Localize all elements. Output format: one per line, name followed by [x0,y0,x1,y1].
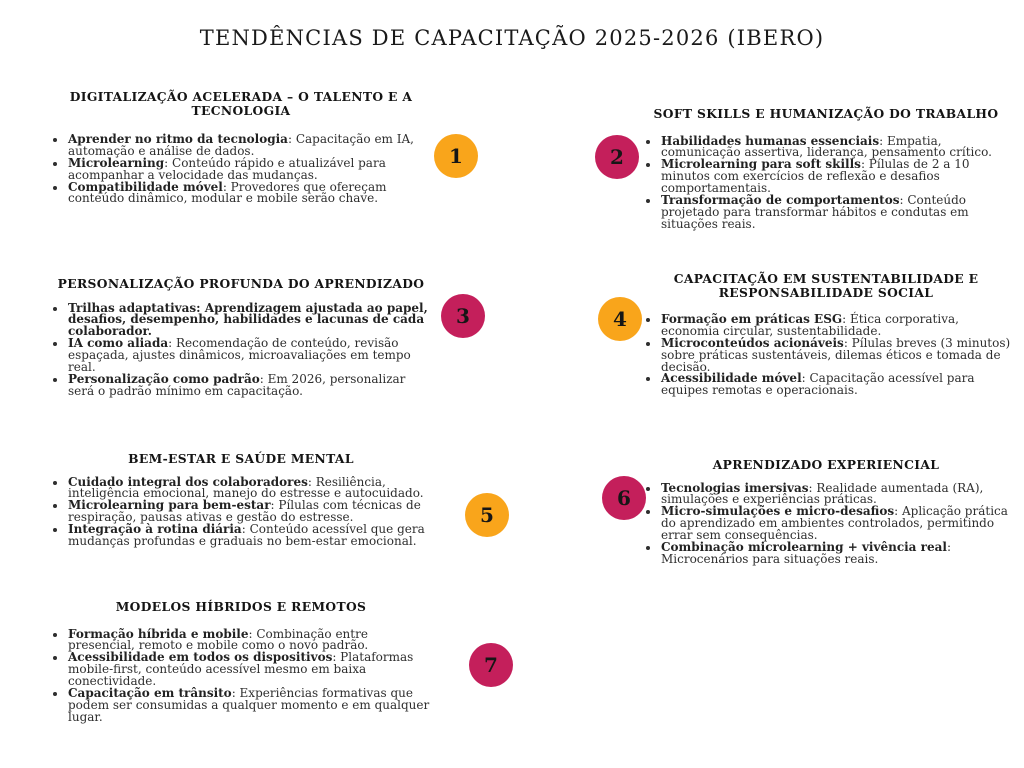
bullet-text: : Resiliência, inteligência emocional, manejo do estresse e autocuidado. [68,474,424,501]
bullet-text: : Pílulas breves (3 minutos) sobre práticas sustentáveis, dilemas éticos e tomada de decisão. [661,335,1011,374]
bullet-lead: Transformação de comportamentos [661,192,900,207]
bullet-lead: Cuidado integral dos colaboradores [68,474,308,489]
bullet-lead: Personalização como padrão [68,371,260,386]
bullet-list [640,480,1012,566]
bullet-text: : Microcenários para situações reais. [661,539,951,566]
bullet-item [67,685,435,724]
bullet-item [660,506,1012,542]
bullet-lead: Microlearning [68,155,165,170]
bullet-lead: Tecnologias imersivas [661,480,809,495]
section-bem-estar [47,452,435,548]
bullet-item [660,539,1012,566]
bullet-list [640,314,1012,397]
bullet-text: : Provedores que ofereçam conteúdo dinâmico, modular e mobile serão chave. [68,179,387,206]
badge-number: 1 [449,144,463,168]
bullet-text: : Capacitação acessível para equipes remotas e operacionais. [661,371,975,398]
badge-number: 4 [613,307,627,331]
section-heading: DIGITALIZAÇÃO ACELERADA – O TALENTO E A TECNOLOGIA [69,89,413,118]
section-heading: SOFT SKILLS E HUMANIZAÇÃO DO TRABALHO [653,106,999,121]
bullet-text: : Capacitação em IA, automação e análise de dados. [68,132,414,158]
bullet-list [47,474,435,548]
bullet-text: : Plataformas mobile-first, conteúdo acessível mesmo em baixa conectividade. [68,650,414,689]
number-badge-5 [465,493,509,537]
bullet-text: : Conteúdo rápido e atualizável para acompanhar a velocidade das mudanças. [68,155,386,182]
bullet-item [67,500,435,524]
badge-number: 2 [610,145,624,169]
section-heading: MODELOS HÍBRIDOS E REMOTOS [115,599,367,614]
bullet-item [660,314,1012,338]
bullet-lead: Formação em práticas ESG [661,312,843,327]
number-badge-4 [598,297,642,341]
bullet-text: : Pílulas de 2 a 10 minutos com exercícios de reflexão e desafios comportamentais. [661,157,970,196]
section-heading: PERSONALIZAÇÃO PROFUNDA DO APRENDIZADO [57,276,425,291]
bullet-text: : Conteúdo projetado para transformar hábitos e condutas em situações reais. [661,192,969,231]
bullet-item [660,480,1012,507]
bullet-item [67,134,435,158]
bullet-text: : Ética corporativa, economia circular, sustentabilidade. [661,312,959,338]
bullet-lead: Microlearning para soft skills [661,157,861,172]
bullet-lead: Capacitação em trânsito [68,685,232,700]
badge-number: 7 [484,653,498,677]
bullet-lead: Aprender no ritmo da tecnologia [68,132,288,147]
bullet-item [660,133,1012,160]
bullet-text: : Pílulas com técnicas de respiração, pausas ativas e gestão do estresse. [68,498,421,525]
bullet-item [67,371,435,398]
bullet-text: : Em 2026, personalizar será o padrão mínimo em capacitação. [68,371,406,398]
bullet-lead: Microlearning para bem-estar [68,498,271,513]
section-heading: CAPACITAÇÃO EM SUSTENTABILIDADE E RESPONSABILIDADE SOCIAL [673,271,979,300]
bullet-item [660,192,1012,231]
bullet-item [67,652,435,688]
bullet-item [660,335,1012,374]
section-personalizacao [47,277,435,398]
bullet-lead: Compatibilidade móvel [68,179,223,194]
bullet-lead: Formação híbrida e mobile [68,626,249,641]
number-badge-2 [595,135,639,179]
badge-number: 5 [480,503,494,527]
bullet-text: : Recomendação de conteúdo, revisão espaçada, ajustes dinâmicos, microavaliações em tempo real. [68,336,411,374]
bullet-text: : Combinação entre presencial, remoto e mobile como o novo padrão. [68,626,369,653]
page-title: TENDÊNCIAS DE CAPACITAÇÃO 2025-2026 (IBERO) [199,26,825,50]
section-heading: APRENDIZADO EXPERIENCIAL [712,457,940,472]
bullet-lead: Acessibilidade em todos os dispositivos [68,650,333,665]
bullet-text: : Empatia, comunicação assertiva, liderança, pensamento crítico. [661,133,992,160]
bullet-text: : Realidade aumentada (RA), simulações e experiências práticas. [661,480,984,507]
badge-number: 3 [456,304,470,328]
bullet-item [660,373,1012,397]
number-badge-6 [602,476,646,520]
bullet-item [67,155,435,182]
section-heading: BEM-ESTAR E SAÚDE MENTAL [128,451,354,466]
bullet-text: : Conteúdo acessível que gera mudanças profundas e graduais no bem-estar emocional. [68,522,425,548]
bullet-item [67,524,435,548]
number-badge-1 [434,134,478,178]
section-aprendizado-experiencial [640,458,1012,566]
bullet-item [660,159,1012,195]
bullet-list [47,134,435,205]
bullet-item [67,474,435,501]
bullet-lead: Microconteúdos acionáveis [661,335,844,350]
bullet-item [67,626,435,653]
section-sustentabilidade [640,272,1012,397]
bullet-list [640,133,1012,231]
number-badge-3 [441,294,485,338]
section-digitalizacao-acelerada [47,90,435,205]
bullet-lead: Micro-simulações e micro-desafios [661,504,895,519]
bullet-item [67,179,435,206]
bullet-lead: IA como aliada [68,336,169,351]
bullet-list [47,300,435,398]
bullet-lead: Trilhas adaptativas: Aprendizagem ajustada ao papel, desafios, desempenho, habilidades e lacunas de cada colaborador. [68,300,428,339]
bullet-lead: Integração à rotina diária [68,522,242,537]
bullet-list [47,626,435,724]
bullet-item [67,300,435,339]
bullet-text: : Aplicação prática do aprendizado em ambientes controlados, permitindo errar sem consequências. [661,504,1008,543]
bullet-lead: Habilidades humanas essenciais [661,133,880,148]
number-badge-7 [469,643,513,687]
bullet-lead: Combinação microlearning + vivência real [661,539,947,554]
section-modelos-hibridos [47,600,435,724]
bullet-text: : Experiências formativas que podem ser consumidas a qualquer momento e em qualquer lugar. [68,685,430,724]
badge-number: 6 [617,486,631,510]
section-soft-skills [640,107,1012,231]
bullet-item [67,338,435,374]
bullet-lead: Acessibilidade móvel [661,371,802,386]
